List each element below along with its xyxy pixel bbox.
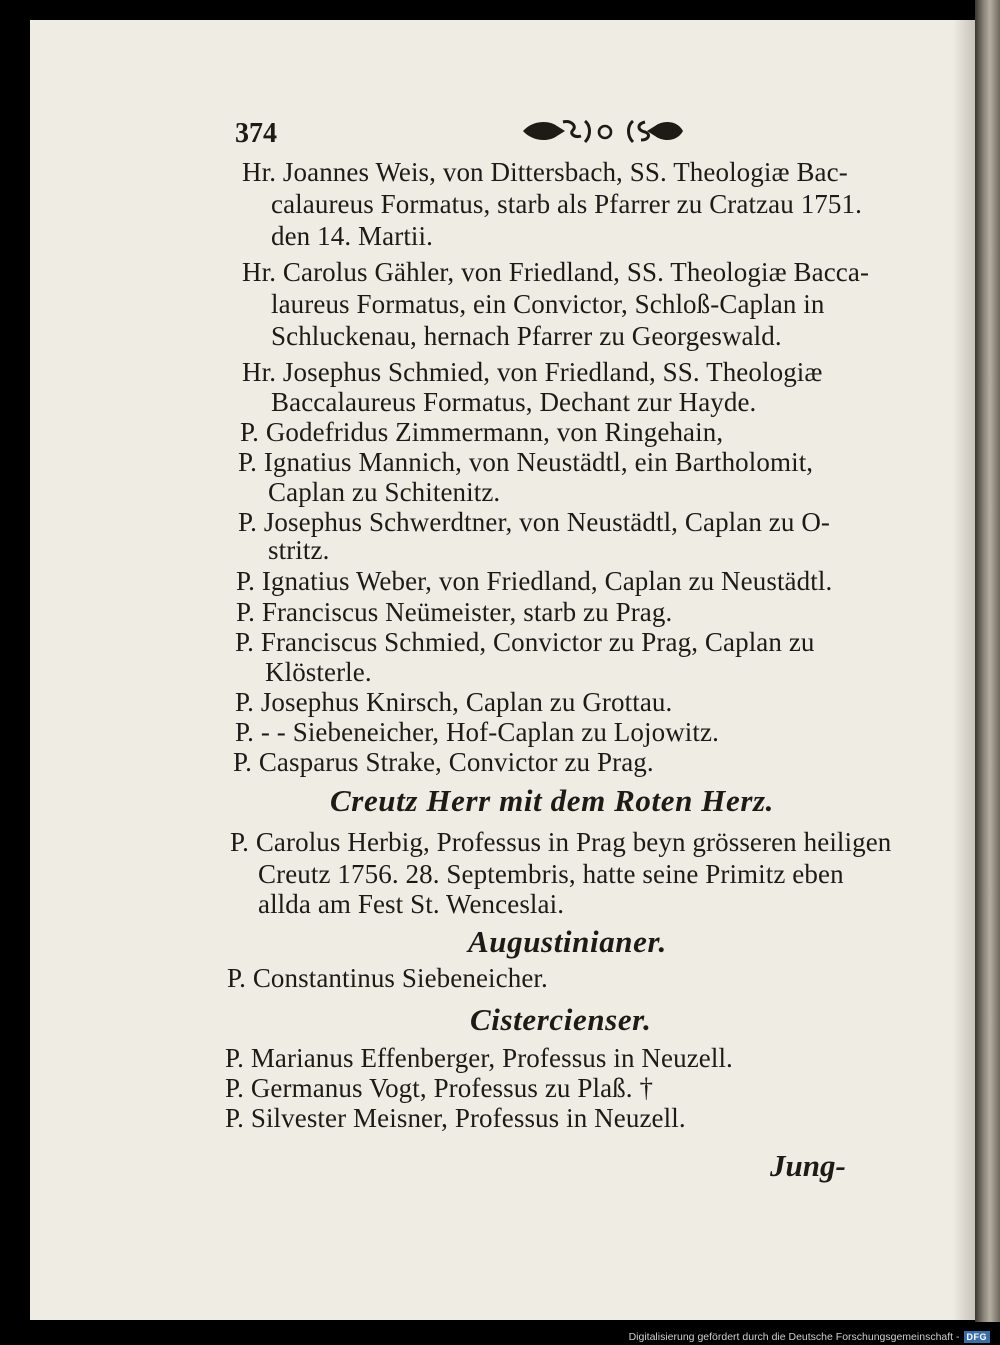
entry-line: laureus Formatus, ein Convictor, Schloß-Caplan in bbox=[271, 289, 825, 319]
section-heading-kreuzherren: Creutz Herr mit dem Roten Herz. bbox=[330, 783, 775, 818]
book-page bbox=[30, 20, 975, 1320]
entry-line: P. Franciscus Schmied, Convictor zu Prag, Caplan zu bbox=[235, 627, 815, 657]
catchword: Jung- bbox=[770, 1148, 846, 1183]
entry-line: Caplan zu Schitenitz. bbox=[268, 477, 501, 507]
footer-text: Digitalisierung gefördert durch die Deutsche Forschungsgemeinschaft - bbox=[628, 1331, 960, 1343]
entry-line: P. Constantinus Siebeneicher. bbox=[227, 963, 548, 993]
page-text bbox=[30, 20, 975, 1320]
entry-line: den 14. Martii. bbox=[271, 221, 433, 251]
entry-line: allda am Fest St. Wenceslai. bbox=[258, 889, 565, 919]
entry-line: Hr. Joannes Weis, von Dittersbach, SS. Theologiæ Bac- bbox=[242, 157, 848, 187]
entry-line: P. - - Siebeneicher, Hof-Caplan zu Lojowitz. bbox=[235, 717, 719, 747]
entry-line: Hr. Josephus Schmied, von Friedland, SS. Theologiæ bbox=[242, 357, 823, 387]
section-heading-augustinianer: Augustinianer. bbox=[468, 924, 667, 959]
entry-line: Schluckenau, hernach Pfarrer zu Georgeswald. bbox=[271, 321, 782, 351]
entry-line: stritz. bbox=[268, 535, 330, 565]
entry-line: P. Silvester Meisner, Professus in Neuzell. bbox=[225, 1103, 686, 1133]
entry-line: Klösterle. bbox=[265, 657, 372, 687]
dfg-logo: DFG bbox=[964, 1331, 991, 1343]
entry-line: P. Josephus Schwerdtner, von Neustädtl, Caplan zu O- bbox=[238, 507, 831, 537]
entry-line: P. Josephus Knirsch, Caplan zu Grottau. bbox=[235, 687, 673, 717]
entry-line: P. Carolus Herbig, Professus in Prag beyn grösseren heiligen bbox=[230, 827, 892, 857]
entry-line: calaureus Formatus, starb als Pfarrer zu Cratzau 1751. bbox=[271, 189, 862, 219]
entry-line: P. Ignatius Mannich, von Neustädtl, ein Bartholomit, bbox=[238, 447, 814, 477]
entry-line: P. Casparus Strake, Convictor zu Prag. bbox=[233, 747, 654, 777]
book-edge bbox=[975, 0, 1000, 1322]
entry-line: P. Godefridus Zimmermann, von Ringehain, bbox=[240, 417, 724, 447]
entry-line: P. Marianus Effenberger, Professus in Neuzell. bbox=[225, 1043, 733, 1073]
entry-line: Creutz 1756. 28. Septembris, hatte seine Primitz eben bbox=[258, 859, 844, 889]
entry-line: Baccalaureus Formatus, Dechant zur Hayde. bbox=[271, 387, 757, 417]
section-heading-cistercienser: Cistercienser. bbox=[470, 1002, 652, 1037]
entry-line: Hr. Carolus Gähler, von Friedland, SS. Theologiæ Bacca- bbox=[242, 257, 870, 287]
digitization-footer bbox=[629, 1330, 990, 1344]
entry-line: P. Ignatius Weber, von Friedland, Caplan zu Neustädtl. bbox=[236, 566, 833, 596]
ornamental-header-icon bbox=[505, 116, 685, 146]
entry-line: P. Germanus Vogt, Professus zu Plaß. † bbox=[225, 1073, 654, 1103]
page-number: 374 bbox=[235, 118, 277, 149]
entry-line: P. Franciscus Neümeister, starb zu Prag. bbox=[236, 597, 673, 627]
